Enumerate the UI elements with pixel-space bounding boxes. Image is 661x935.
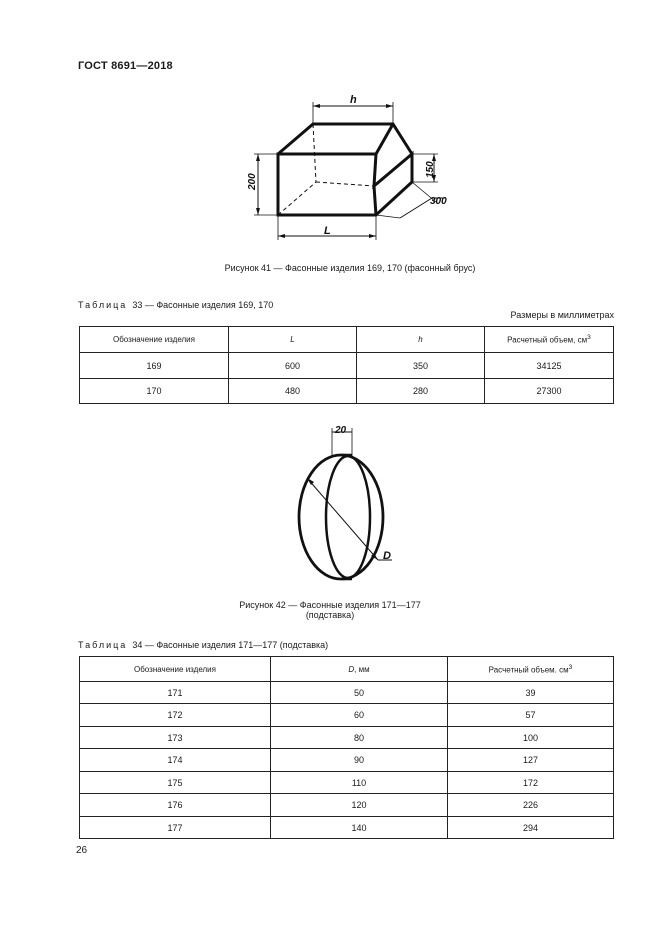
table-34-title-text: 34 — Фасонные изделия 171—177 (подставка) (132, 640, 329, 650)
table-row (80, 353, 614, 379)
cell-volume: 100 (448, 727, 614, 749)
cell-volume: 34125 (485, 353, 614, 379)
figure-42-caption (180, 600, 480, 620)
col-header-h: h (357, 327, 485, 353)
table-33-title (78, 300, 273, 310)
figure-41-caption: Рисунок 41 — Фасонные изделия 169, 170 (фасонный брус) (224, 263, 476, 273)
table-row (80, 772, 614, 794)
dim-200-label: 200 (247, 173, 258, 190)
table-33-prefix: Таблица (78, 300, 128, 310)
figure-42-caption-line2: (подставка) (305, 610, 355, 620)
dim-L-label: L (324, 225, 331, 237)
table-row (80, 794, 614, 817)
col-header-volume: Расчетный объем. $см^3$ (448, 657, 614, 682)
table-row (80, 682, 614, 704)
table-33-units: Размеры в миллиметрах (510, 310, 614, 320)
table-34-title (78, 640, 328, 650)
cell-designation: 173 (80, 727, 271, 749)
figure-42-drawing (290, 418, 410, 588)
dim-20-label: 20 (335, 425, 347, 436)
table-row (80, 749, 614, 772)
table-row (80, 727, 614, 749)
cell-volume: 226 (448, 794, 614, 817)
table-33 (79, 326, 614, 404)
cell-designation: 177 (80, 817, 271, 839)
cell-D: 60 (271, 704, 448, 727)
dim-h-label: h (350, 94, 357, 106)
col-header-designation: Обозначение изделия (80, 657, 271, 682)
cell-L: 600 (229, 353, 357, 379)
cell-volume: 127 (448, 749, 614, 772)
cell-D: 90 (271, 749, 448, 772)
cell-designation: 171 (80, 682, 271, 704)
cell-D: 80 (271, 727, 448, 749)
cell-volume: 27300 (485, 379, 614, 404)
cell-designation: 169 (80, 353, 229, 379)
cell-designation: 170 (80, 379, 229, 404)
col-header-volume: Расчетный объем, $см^3$ (485, 327, 614, 353)
document-header: ГОСТ 8691—2018 (78, 60, 173, 72)
figure-41-drawing (240, 90, 460, 250)
table-row (80, 817, 614, 839)
table-row (80, 379, 614, 404)
cell-designation: 176 (80, 794, 271, 817)
cell-volume: 294 (448, 817, 614, 839)
dim-D-label: D (383, 550, 391, 562)
cell-designation: 172 (80, 704, 271, 727)
cell-h: 350 (357, 353, 485, 379)
cell-volume: 57 (448, 704, 614, 727)
col-header-L: L (229, 327, 357, 353)
cell-volume: 39 (448, 682, 614, 704)
dim-150-label: 150 (425, 161, 436, 178)
cell-designation: 174 (80, 749, 271, 772)
table-header-row (80, 657, 614, 682)
col-header-D: D, мм (271, 657, 448, 682)
table-header-row (80, 327, 614, 353)
table-row (80, 704, 614, 727)
cell-D: 140 (271, 817, 448, 839)
cell-D: 110 (271, 772, 448, 794)
table-33-title-text: 33 — Фасонные изделия 169, 170 (132, 300, 274, 310)
cell-volume: 172 (448, 772, 614, 794)
cell-h: 280 (357, 379, 485, 404)
cell-D: 50 (271, 682, 448, 704)
table-34-prefix: Таблица (78, 640, 128, 650)
col-header-designation: Обозначение изделия (80, 327, 229, 353)
page-number: 26 (76, 845, 88, 856)
cell-D: 120 (271, 794, 448, 817)
figure-42-caption-line1: Рисунок 42 — Фасонные изделия 171—177 (239, 600, 421, 610)
dim-300-label: 300 (430, 196, 447, 207)
cell-L: 480 (229, 379, 357, 404)
table-34 (79, 656, 614, 839)
cell-designation: 175 (80, 772, 271, 794)
